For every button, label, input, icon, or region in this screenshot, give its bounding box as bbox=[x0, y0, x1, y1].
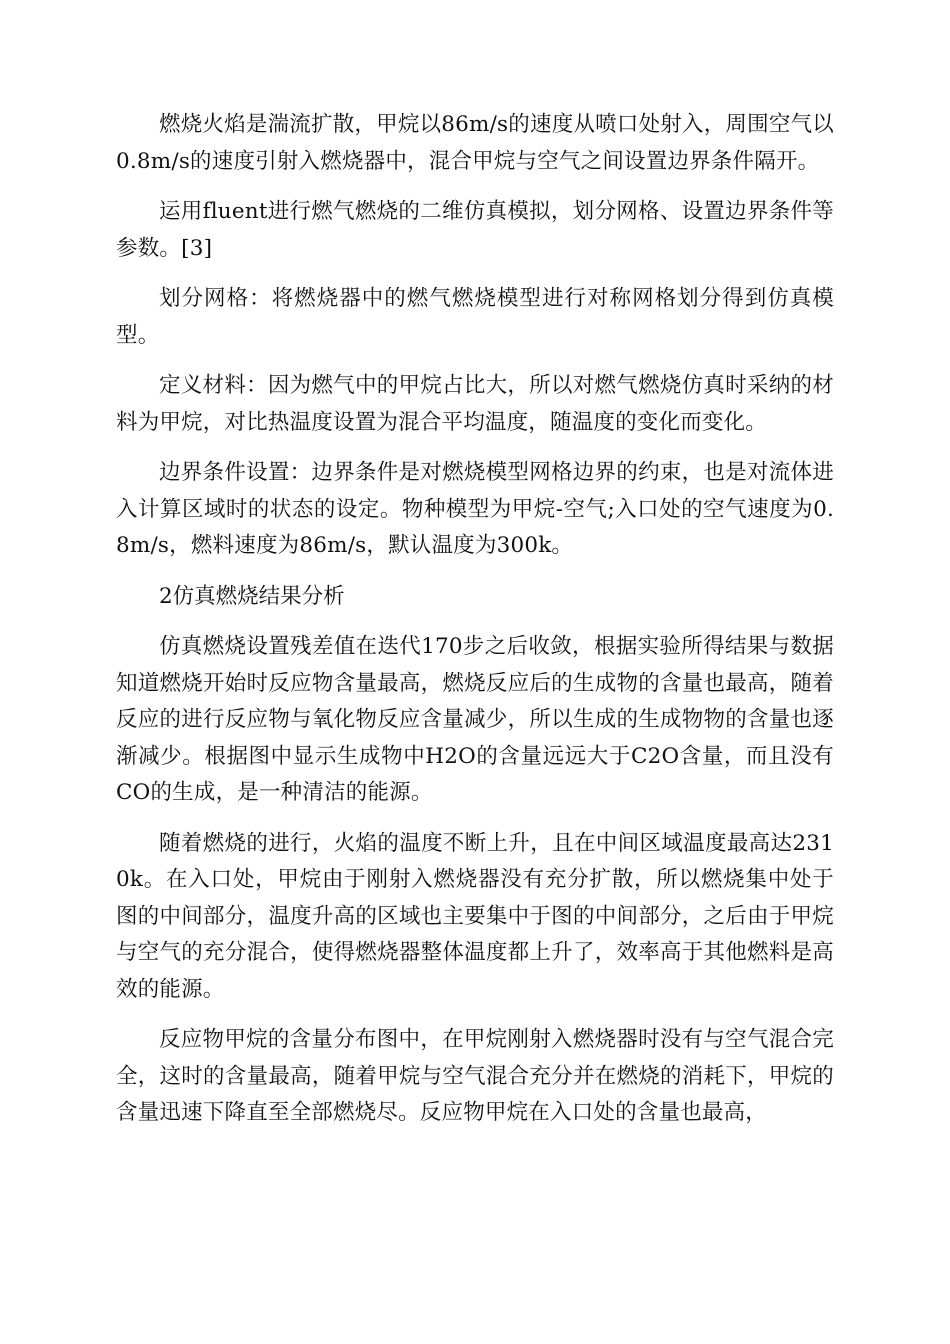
paragraph-temperature-analysis: 随着燃烧的进行，火焰的温度不断上升，且在中间区域温度最高达2310k。在入口处，甲烷由于刚射入燃烧器没有充分扩散，所以燃烧集中处于图的中间部分，温度升高的区域也主要集中于图的中间部分，之后由于甲烷与空气的充分混合，使得燃烧器整体温度都上升了，效率高于其他燃料是高效的能源。 bbox=[116, 830, 834, 1002]
paragraph-boundary-conditions: 边界条件设置：边界条件是对燃烧模型网格边界的约束，也是对流体进入计算区域时的状态的设定。物种模型为甲烷-空气;入口处的空气速度为0.8m/s，燃料速度为86m/s，默认温度为300k。 bbox=[116, 460, 834, 558]
section-heading: 2仿真燃烧结果分析 bbox=[159, 583, 345, 609]
paragraph-flame-description: 燃烧火焰是湍流扩散，甲烷以86m/s的速度从喷口处射入，周围空气以0.8m/s的速度引射入燃烧器中，混合甲烷与空气之间设置边界条件隔开。 bbox=[116, 112, 834, 174]
paragraph-material-definition: 定义材料：因为燃气中的甲烷占比大，所以对燃气燃烧仿真时采纳的材料为甲烷，对比热温度设置为混合平均温度，随温度的变化而变化。 bbox=[116, 373, 834, 435]
paragraph-mesh-division: 划分网格：将燃烧器中的燃气燃烧模型进行对称网格划分得到仿真模型。 bbox=[116, 286, 834, 348]
paragraph-methane-distribution: 反应物甲烷的含量分布图中，在甲烷刚射入燃烧器时没有与空气混合完全，这时的含量最高，随着甲烷与空气混合充分并在燃烧的消耗下，甲烷的含量迅速下降直至全部燃烧尽。反应物甲烷在入口处的含量也最高， bbox=[116, 1027, 834, 1125]
paragraph-residual-convergence: 仿真燃烧设置残差值在迭代170步之后收敛，根据实验所得结果与数据知道燃烧开始时反应物含量最高，燃烧反应后的生成物的含量也最高，随着反应的进行反应物与氧化物反应含量减少，所以生成的生成物物的含量也逐渐减少。根据图中显示生成物中H2O的含量远远大于C2O含量，而且没有CO的生成，是一种清洁的能源。 bbox=[116, 634, 834, 805]
document-body bbox=[116, 107, 834, 1146]
paragraph-fluent-simulation: 运用fluent进行燃气燃烧的二维仿真模拟，划分网格、设置边界条件等参数。[3] bbox=[116, 199, 834, 261]
